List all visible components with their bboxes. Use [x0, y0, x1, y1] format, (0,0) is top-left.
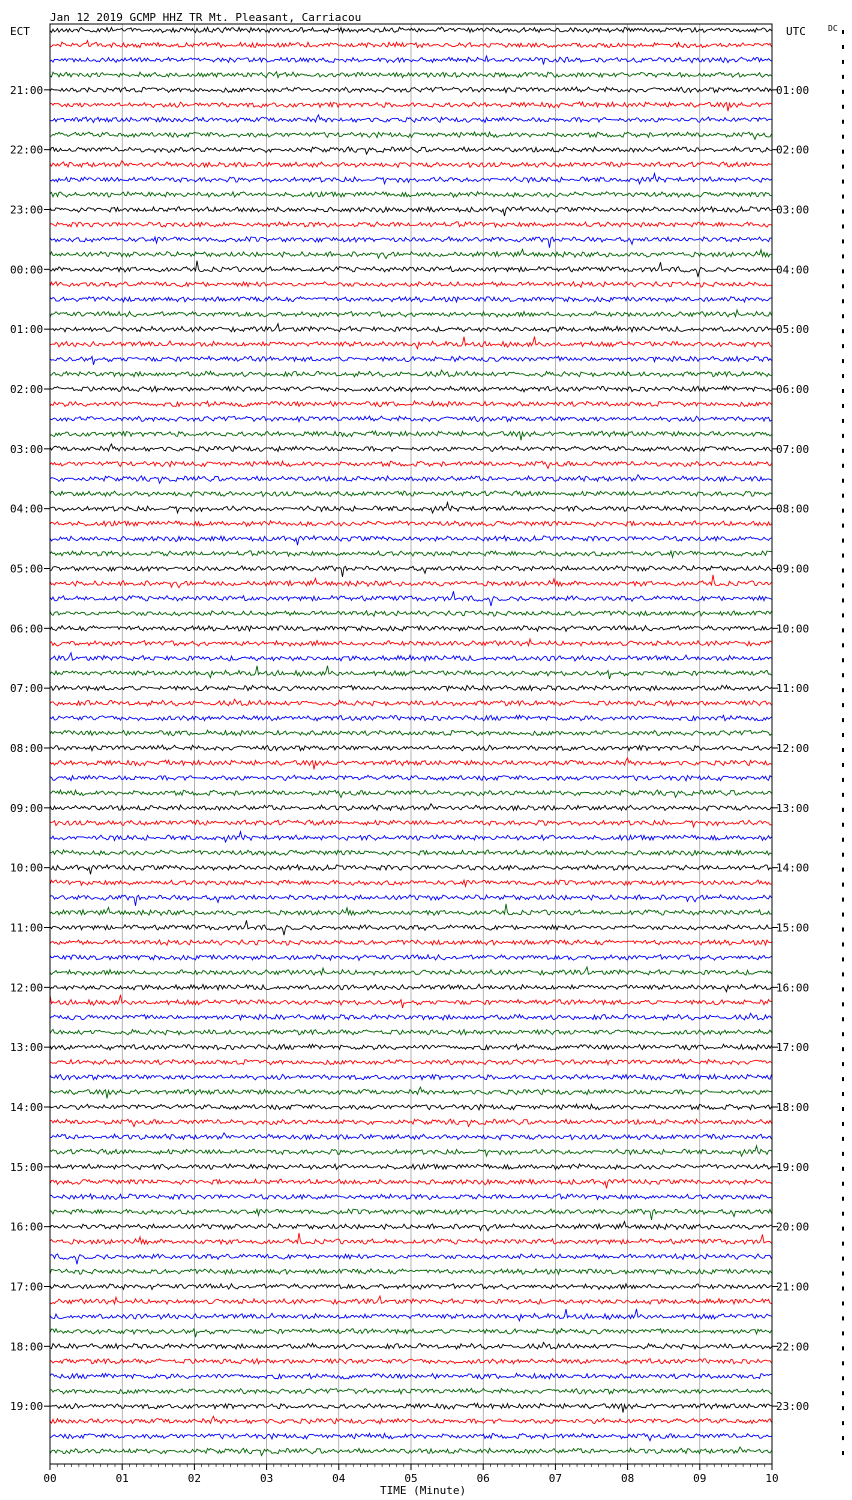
dc-marker	[842, 150, 844, 154]
hour-label-right: 03:00	[776, 203, 810, 217]
hour-label-right: 01:00	[776, 83, 810, 97]
dc-marker	[842, 404, 844, 408]
dc-marker	[842, 165, 844, 169]
dc-marker	[842, 1152, 844, 1156]
x-tick-label: 10	[765, 1472, 779, 1485]
dc-marker	[842, 1391, 844, 1395]
hour-label-right: 12:00	[776, 742, 810, 755]
hour-label-right: 20:00	[776, 1220, 810, 1234]
dc-marker	[842, 1361, 844, 1365]
dc-marker	[842, 942, 844, 946]
hour-label-left: 21:00	[10, 83, 44, 97]
dc-marker	[842, 972, 844, 976]
hour-label-right: 07:00	[776, 442, 810, 456]
dc-marker	[842, 374, 844, 378]
dc-marker	[842, 539, 844, 543]
dc-marker	[842, 1107, 844, 1111]
dc-marker	[842, 1047, 844, 1051]
hour-label-right: 05:00	[776, 323, 810, 337]
dc-marker	[842, 1062, 844, 1066]
left-axis-label: ECT	[10, 25, 30, 38]
dc-marker	[842, 703, 844, 707]
dc-marker	[842, 733, 844, 737]
hour-label-left: 06:00	[10, 622, 44, 636]
hour-label-left: 10:00	[10, 861, 44, 875]
dc-marker	[842, 1301, 844, 1305]
dc-marker	[842, 1002, 844, 1006]
hour-label-left: 18:00	[10, 1340, 44, 1354]
x-axis-title: TIME (Minute)	[380, 1484, 467, 1497]
hour-label-left: 05:00	[10, 562, 44, 576]
hour-label-right: 06:00	[776, 383, 810, 396]
dc-marker	[842, 1421, 844, 1425]
dc-marker	[842, 569, 844, 573]
dc-marker	[842, 1167, 844, 1171]
hour-label-left: 03:00	[10, 442, 44, 456]
dc-marker	[842, 1137, 844, 1141]
hour-label-left: 12:00	[10, 981, 44, 995]
dc-label: DC	[828, 24, 838, 33]
hour-label-right: 04:00	[776, 263, 810, 277]
hour-label-right: 19:00	[776, 1160, 810, 1174]
dc-marker	[842, 1077, 844, 1081]
hour-label-left: 14:00	[10, 1101, 44, 1114]
hour-label-right: 10:00	[776, 622, 810, 636]
dc-marker	[842, 509, 844, 513]
dc-marker	[842, 688, 844, 692]
dc-marker	[842, 1032, 844, 1036]
hour-label-left: 02:00	[10, 383, 44, 396]
hour-label-right: 17:00	[776, 1041, 810, 1055]
dc-marker	[842, 90, 844, 94]
hour-label-left: 16:00	[10, 1220, 44, 1234]
dc-marker	[842, 299, 844, 303]
right-axis-label: UTC	[786, 25, 806, 38]
dc-marker	[842, 284, 844, 288]
dc-marker	[842, 329, 844, 333]
dc-marker	[842, 583, 844, 587]
hour-label-right: 16:00	[776, 981, 810, 995]
hour-label-left: 11:00	[10, 921, 44, 935]
dc-marker	[842, 1122, 844, 1126]
dc-marker	[842, 195, 844, 199]
hour-label-left: 00:00	[10, 263, 44, 277]
hour-label-left: 09:00	[10, 801, 44, 815]
dc-marker	[842, 554, 844, 558]
dc-marker	[842, 1272, 844, 1276]
dc-marker	[842, 1376, 844, 1380]
dc-marker	[842, 883, 844, 887]
dc-marker	[842, 1346, 844, 1350]
x-tick-label: 08	[620, 1472, 635, 1485]
dc-marker	[842, 180, 844, 184]
dc-marker	[842, 135, 844, 139]
hour-label-right: 13:00	[776, 801, 810, 815]
hour-label-right: 02:00	[776, 143, 810, 157]
dc-marker	[842, 210, 844, 214]
hour-label-left: 13:00	[10, 1041, 44, 1055]
hour-label-right: 22:00	[776, 1340, 810, 1354]
x-tick-label: 07	[548, 1472, 563, 1485]
dc-marker	[842, 628, 844, 632]
dc-marker	[842, 1017, 844, 1021]
dc-marker	[842, 763, 844, 767]
dc-marker	[842, 913, 844, 917]
hour-label-right: 11:00	[776, 682, 810, 696]
x-tick-label: 00	[43, 1472, 57, 1485]
dc-marker	[842, 359, 844, 363]
hour-label-right: 09:00	[776, 562, 810, 576]
dc-marker	[842, 1451, 844, 1455]
dc-marker	[842, 613, 844, 617]
dc-marker	[842, 598, 844, 602]
x-tick-label: 03	[259, 1472, 274, 1485]
dc-marker	[842, 718, 844, 722]
hour-label-left: 19:00	[10, 1400, 44, 1414]
dc-marker	[842, 643, 844, 647]
dc-marker	[842, 494, 844, 498]
dc-marker	[842, 449, 844, 453]
hour-label-right: 15:00	[776, 921, 810, 935]
dc-marker	[842, 419, 844, 423]
dc-marker	[842, 344, 844, 348]
dc-marker	[842, 314, 844, 318]
x-tick-label: 02	[187, 1472, 202, 1485]
hour-label-right: 18:00	[776, 1101, 810, 1114]
dc-marker	[842, 120, 844, 124]
dc-marker	[842, 793, 844, 797]
dc-marker	[842, 868, 844, 872]
x-tick-label: 09	[693, 1472, 707, 1485]
dc-marker	[842, 524, 844, 528]
dc-marker	[842, 838, 844, 842]
x-tick-label: 01	[115, 1472, 129, 1485]
x-axis	[43, 1464, 778, 1485]
dc-marker	[842, 1182, 844, 1186]
dc-marker	[842, 105, 844, 109]
dc-marker	[842, 928, 844, 932]
dc-marker	[842, 673, 844, 677]
dc-marker	[842, 1092, 844, 1096]
hour-label-left: 08:00	[10, 742, 44, 755]
dc-marker	[842, 224, 844, 228]
hour-label-left: 01:00	[10, 323, 44, 337]
dc-marker	[842, 464, 844, 468]
hour-label-left: 07:00	[10, 682, 44, 696]
dc-marker	[842, 1406, 844, 1410]
dc-marker	[842, 45, 844, 49]
x-tick-label: 06	[476, 1472, 490, 1485]
dc-marker	[842, 75, 844, 79]
dc-marker	[842, 778, 844, 782]
hour-label-right: 08:00	[776, 502, 810, 516]
chart-title: Jan 12 2019 GCMP HHZ TR Mt. Pleasant, Carriacou	[50, 11, 362, 24]
dc-marker	[842, 1257, 844, 1261]
dc-marker	[842, 1227, 844, 1231]
dc-marker	[842, 658, 844, 662]
dc-marker	[842, 1197, 844, 1201]
dc-marker	[842, 808, 844, 812]
dc-marker	[842, 823, 844, 827]
dc-marker	[842, 748, 844, 752]
dc-marker	[842, 957, 844, 961]
dc-marker	[842, 1242, 844, 1246]
hour-label-right: 14:00	[776, 861, 810, 875]
dc-markers	[842, 30, 844, 1455]
hour-label-left: 23:00	[10, 203, 44, 217]
hour-label-left: 04:00	[10, 502, 44, 516]
dc-marker	[842, 853, 844, 857]
dc-marker	[842, 60, 844, 64]
dc-marker	[842, 1212, 844, 1216]
dc-marker	[842, 1436, 844, 1440]
x-tick-label: 04	[332, 1472, 346, 1485]
dc-marker	[842, 434, 844, 438]
x-tick-label: 05	[404, 1472, 418, 1485]
hour-label-right: 21:00	[776, 1280, 810, 1294]
hour-label-left: 22:00	[10, 143, 44, 157]
dc-marker	[842, 898, 844, 902]
dc-marker	[842, 239, 844, 243]
dc-marker	[842, 254, 844, 258]
hour-label-left: 15:00	[10, 1160, 44, 1174]
dc-marker	[842, 30, 844, 34]
dc-marker	[842, 1316, 844, 1320]
dc-marker	[842, 1331, 844, 1335]
dc-marker	[842, 479, 844, 483]
dc-marker	[842, 389, 844, 393]
dc-marker	[842, 987, 844, 991]
dc-marker	[842, 1287, 844, 1291]
hour-label-left: 17:00	[10, 1280, 44, 1294]
hour-label-right: 23:00	[776, 1400, 810, 1414]
dc-marker	[842, 269, 844, 273]
